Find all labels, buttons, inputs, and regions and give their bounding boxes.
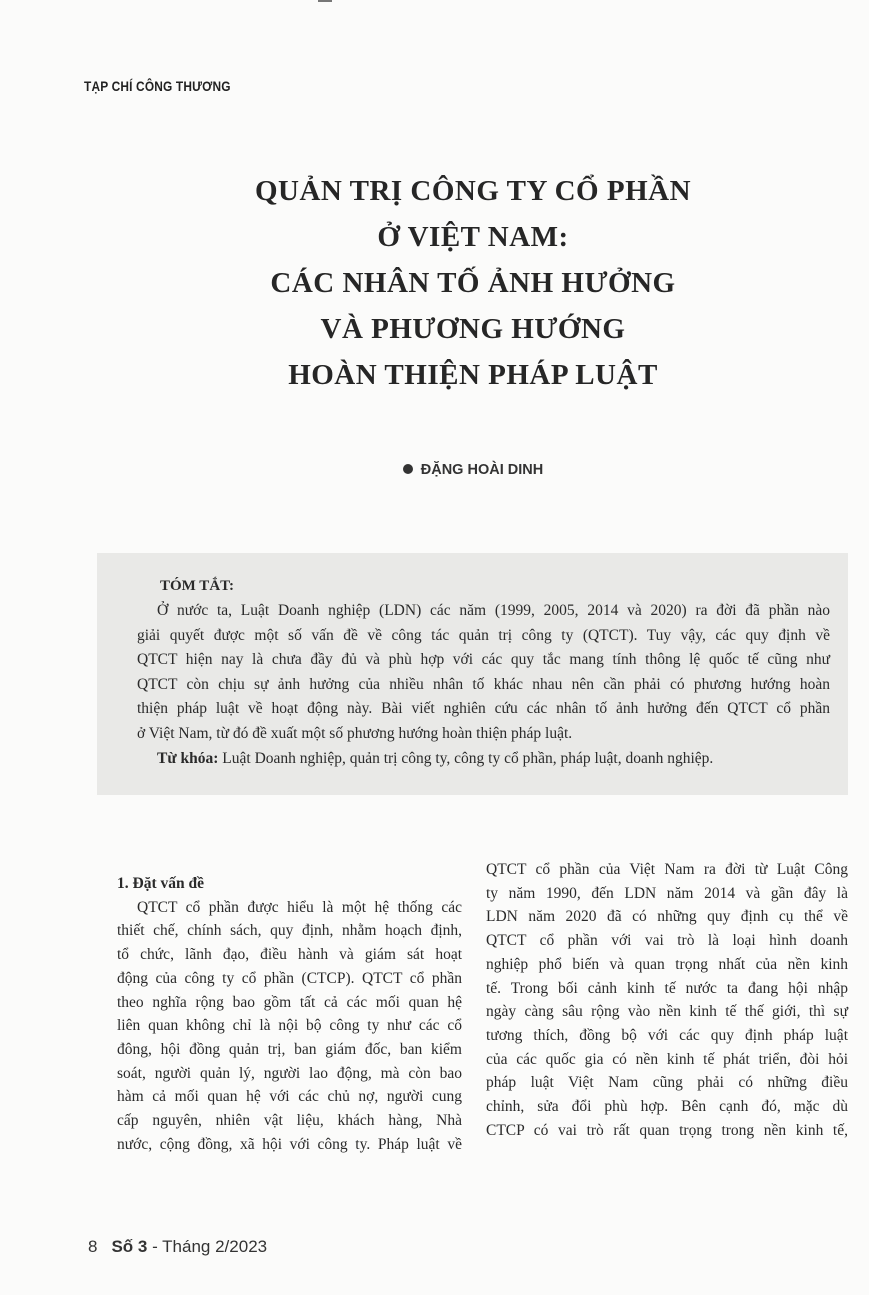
body-line: tổ chức, lãnh đạo, điều hành và giám sát hoạt <box>117 946 462 964</box>
article-title <box>0 168 869 398</box>
page-number: 8 <box>88 1237 98 1256</box>
body-line: chỉnh, sửa đổi phù hợp. Bên cạnh đó, mặc dù <box>486 1098 848 1116</box>
body-line: soát, người quản lý, người lao động, mà còn bao <box>117 1064 462 1082</box>
body-line: CTCP có vai trò rất quan trọng trong nền kinh tế, <box>486 1121 848 1139</box>
bullet-icon <box>403 464 413 474</box>
issue-number: Số 3 <box>111 1237 148 1256</box>
abstract-line: giải quyết được một số vấn đề về công tác quản trị công ty (QTCT). Tuy vậy, các quy định về <box>137 626 830 644</box>
author <box>0 462 869 478</box>
body-line: liên quan không chỉ là nội bộ công ty như các cổ <box>117 1017 462 1035</box>
body-line: ty năm 1990, đến LDN năm 2014 và gần đây là <box>486 884 848 902</box>
body-line: QTCT cổ phần được hiểu là một hệ thống các <box>137 898 462 916</box>
keywords-label: Từ khóa: <box>157 749 219 767</box>
body-line: tế. Trong bối cảnh kinh tế nước ta đang hội nhập <box>486 979 848 997</box>
journal-name: TẠP CHÍ CÔNG THƯƠNG <box>84 78 231 94</box>
body-line: nước, cộng đồng, xã hội với công ty. Pháp luật về <box>117 1135 462 1153</box>
title-line: VÀ PHƯƠNG HƯỚNG <box>320 313 626 345</box>
page-footer <box>88 1237 267 1257</box>
issue-date: - Tháng 2/2023 <box>147 1237 268 1256</box>
body-line: hàm cả mối quan hệ với các chủ nợ, người cung <box>117 1088 462 1106</box>
body-line: thiết chế, chính sách, quy định, nhằm hoạch định, <box>117 922 462 940</box>
abstract-box <box>97 553 848 795</box>
abstract-heading: TÓM TẮT: <box>160 578 235 594</box>
body-line: pháp luật Việt Nam cũng phải có những điều <box>486 1074 848 1092</box>
body-line: nghiệp phổ biến và quan trọng nhất của nền kinh <box>486 955 848 973</box>
keywords <box>137 747 830 772</box>
abstract-line: QTCT còn chịu sự ảnh hưởng của nhiều nhân tố khác nhau nên cần phải có phương hướng hoàn <box>137 675 830 693</box>
body-line: QTCT cổ phần với vai trò là loại hình doanh <box>486 932 848 950</box>
left-column <box>117 872 462 1156</box>
body-line: tương thích, đồng bộ với các quy định pháp luật <box>486 1026 848 1044</box>
body-line: đông, hội đồng quản trị, ban giám đốc, ban kiểm <box>117 1040 462 1058</box>
title-line: HOÀN THIỆN PHÁP LUẬT <box>288 359 658 391</box>
body-line: theo nghĩa rộng bao gồm tất cả các mối quan hệ <box>117 993 462 1011</box>
title-line: Ở VIỆT NAM: <box>377 221 569 253</box>
author-name: ĐẶNG HOÀI DINH <box>420 462 544 478</box>
title-line: CÁC NHÂN TỐ ẢNH HƯỞNG <box>270 267 676 299</box>
body-line: động của công ty cổ phần (CTCP). QTCT cổ phần <box>117 969 462 987</box>
scan-mark <box>318 0 332 2</box>
title-line: QUẢN TRỊ CÔNG TY CỔ PHẦN <box>254 175 692 207</box>
right-column <box>486 858 848 1142</box>
body-line: LDN năm 2020 đã có những quy định cụ thể về <box>486 908 848 926</box>
body-line: cấp nguyên, nhiên vật liệu, khách hàng, Nhà <box>117 1112 462 1130</box>
abstract-line: thiện pháp luật về hoạt động này. Bài viết nghiên cứu các nhân tố ảnh hưởng đến QTCT cổ phần <box>137 700 830 718</box>
body-line: QTCT cổ phần của Việt Nam ra đời từ Luật Công <box>486 861 848 878</box>
abstract-line: ở Việt Nam, từ đó đề xuất một số phương hướng hoàn thiện pháp luật. <box>137 724 573 742</box>
body-line: của các quốc gia có nền kinh tế phát triển, đòi hỏi <box>486 1050 848 1068</box>
abstract-line: Ở nước ta, Luật Doanh nghiệp (LDN) các năm (1999, 2005, 2014 và 2020) ra đời đã phần nào <box>157 602 830 619</box>
keywords-text: Luật Doanh nghiệp, quản trị công ty, công ty cổ phần, pháp luật, doanh nghiệp. <box>218 749 714 767</box>
body-line: ngày càng sâu rộng vào nền kinh tế thế giới, thì sự <box>486 1003 848 1021</box>
abstract-line: QTCT hiện nay là chưa đầy đủ và phù hợp với các quy tắc mang tính thông lệ quốc tế cũng như <box>137 651 830 669</box>
section-heading: 1. Đặt vấn đề <box>117 875 204 892</box>
